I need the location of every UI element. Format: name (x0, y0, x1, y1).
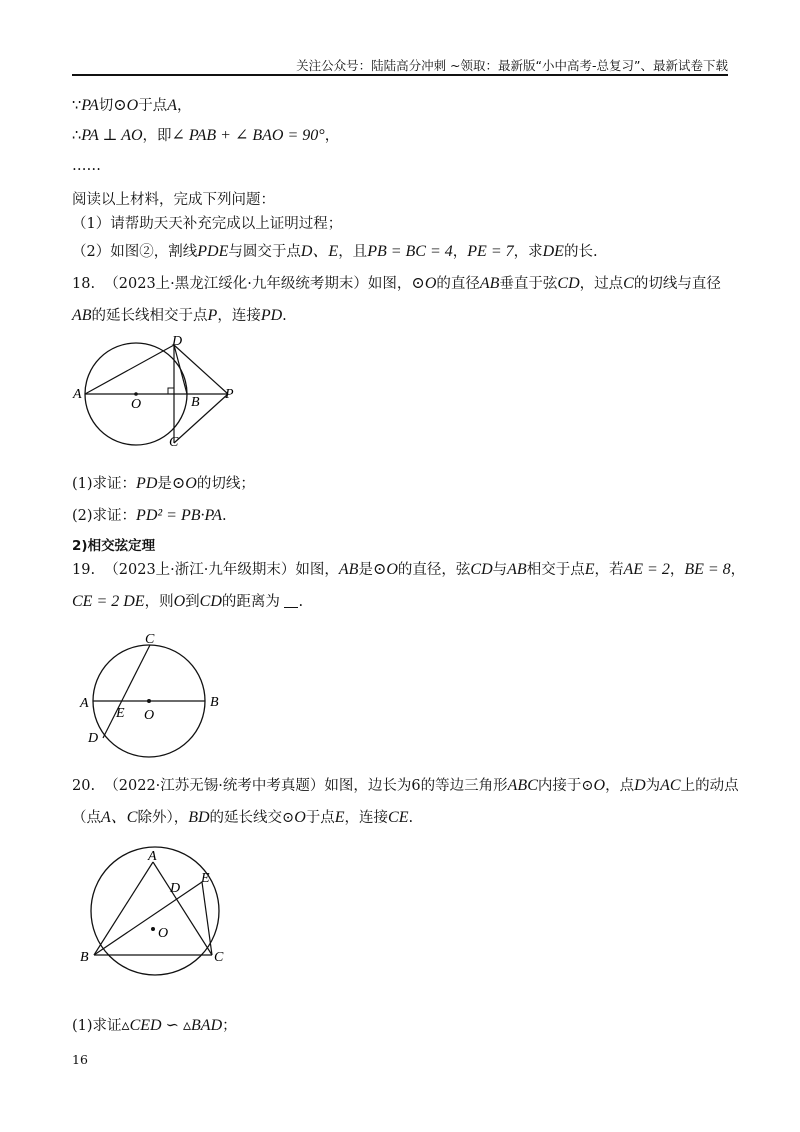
q19-stem-line-2 (72, 592, 303, 612)
text: 如图， (367, 276, 412, 292)
text: (1)求证 (72, 1018, 122, 1034)
answer-blank (284, 593, 298, 608)
math-d: D (634, 777, 646, 794)
math-cd: CD (557, 275, 580, 292)
text: 的切线； (196, 476, 255, 492)
text: 的长. (563, 244, 598, 260)
segment-ce (202, 882, 212, 955)
text: 的延长线交⊙ (209, 810, 295, 826)
math-c: C (623, 275, 634, 292)
text: 的直径，弦 (397, 562, 471, 578)
q18-stem-line-2 (72, 306, 287, 326)
right-angle-mark (168, 388, 174, 394)
label-o: O (131, 397, 142, 412)
math-circle-o: ⊙O (372, 561, 398, 578)
text: ，求 (513, 244, 543, 260)
text: 上的动点 (680, 778, 739, 794)
page-number: 16 (72, 1052, 88, 1067)
page-header: 关注公众号：陆陆高分冲刺 ~领取：最新版“小中高考-总复习”、最新试卷下载 (296, 58, 728, 73)
q18-stem-line-1 (72, 274, 721, 294)
text: 的切线与直径 (633, 276, 721, 292)
text: ，过点 (579, 276, 624, 292)
question-source: （2022·江苏无锡·统考中考真题） (104, 778, 325, 794)
math-ac: AC (660, 777, 681, 794)
text: 与圆交于点 (228, 244, 301, 260)
text: ， (176, 98, 192, 114)
text: 内接于⊙ (537, 778, 594, 794)
center-dot (151, 927, 155, 931)
math-be: BE = 8 (684, 561, 731, 578)
label-c: C (214, 950, 224, 965)
q17-instruction: 阅读以上材料，完成下列问题： (72, 192, 275, 208)
math-ae: AE = 2 (623, 561, 670, 578)
question-number: 19. (72, 562, 96, 578)
proof-line-2 (72, 126, 339, 146)
math-pd-squared: PD² = PB·PA (136, 507, 222, 524)
question-number: 20. (72, 778, 96, 794)
q17-part-2 (72, 242, 598, 262)
text: (2)求证： (72, 508, 137, 524)
math-cd: CD (470, 561, 493, 578)
text: ，若 (594, 562, 624, 578)
math-cd: CD (199, 593, 222, 610)
label-b: B (191, 395, 200, 410)
q17-part-1: （1）请帮助天天补充完成以上证明过程； (72, 216, 343, 232)
text: 垂直于弦 (499, 276, 558, 292)
therefore-symbol: ∴ (72, 128, 82, 144)
label-o: O (144, 708, 155, 723)
math-pa: PA (81, 97, 99, 114)
math-o: O (294, 809, 306, 826)
label-e: E (116, 706, 125, 721)
text: 除外）， (137, 810, 189, 826)
math-e: E (334, 809, 345, 826)
label-e: E (201, 871, 210, 886)
question-source: （2023上·黑龙江绥化·九年级统考期末） (104, 276, 368, 292)
section-title: 2)相交弦定理 (72, 538, 156, 554)
text: ， (324, 128, 340, 144)
header-rule (72, 74, 728, 76)
q20-stem-line-1 (72, 776, 739, 796)
math-a: A (167, 97, 177, 114)
math-pd: PD (260, 307, 283, 324)
math-pe: PE = 7 (467, 243, 514, 260)
proof-ellipsis: …… (72, 158, 101, 174)
text: 到 (185, 594, 200, 610)
text: . (282, 308, 287, 324)
math-ab: AB (479, 275, 500, 292)
text: 于点 (305, 810, 335, 826)
q19-stem-line-1 (72, 560, 745, 580)
math-o: O (173, 593, 186, 610)
q18-sub-1 (72, 474, 255, 494)
math-p: P (207, 307, 218, 324)
text: （点 (72, 810, 101, 826)
math-similar-triangles: ▵CED ∽ ▵BAD (121, 1017, 223, 1034)
text: 切 (98, 98, 114, 114)
q20-sub-1 (72, 1016, 237, 1036)
center-dot (134, 392, 138, 396)
math-de: D、E (300, 243, 339, 260)
text: . (408, 810, 414, 826)
math-ab: AB (507, 561, 527, 578)
math-ab: AB (338, 561, 359, 578)
side-ab (94, 862, 153, 955)
text: （2）如图②，割线 (72, 244, 198, 260)
text: ，则 (144, 594, 174, 610)
figure-18 (70, 334, 250, 454)
because-symbol: ∵ (72, 98, 82, 114)
text: ，且 (338, 244, 368, 260)
label-c: C (169, 435, 179, 450)
label-o: O (158, 926, 169, 941)
math-pd: PD (136, 475, 158, 492)
text: ，点 (605, 778, 635, 794)
line-be (94, 882, 202, 955)
label-a: A (148, 849, 157, 864)
center-dot (147, 699, 151, 703)
math-pb-bc: PB = BC = 4 (367, 243, 453, 260)
question-source: （2023上·浙江·九年级期末） (104, 562, 296, 578)
label-c: C (145, 632, 155, 647)
math-ce-de: CE = 2 DE (72, 593, 145, 610)
text: . (222, 508, 227, 524)
figure-20 (74, 846, 234, 976)
text: 的直径 (436, 276, 480, 292)
math-bd: BD (188, 809, 210, 826)
text: 于点 (138, 98, 168, 114)
label-a: A (80, 696, 89, 711)
math-de-2: DE (542, 243, 564, 260)
q20-stem-line-2 (72, 808, 413, 828)
figure-19 (72, 626, 222, 746)
math-circle-o: ⊙O (171, 475, 197, 492)
text: 如图，边长为6的等边三角形 (324, 778, 508, 794)
text: . (298, 594, 304, 610)
text: ， (669, 562, 685, 578)
label-d: D (172, 334, 183, 349)
question-number: 18. (72, 276, 96, 292)
text: ，连接 (217, 308, 261, 324)
math-angle-sum: ∠ PAB + ∠ BAO = 90° (171, 127, 325, 144)
math-ce: CE (388, 809, 409, 826)
text: (1)求证： (72, 476, 137, 492)
math-ab: AB (72, 307, 92, 324)
text: ，连接 (344, 810, 389, 826)
label-b: B (210, 695, 219, 710)
q18-sub-2 (72, 506, 227, 526)
chord-cd (103, 645, 150, 738)
text: ； (222, 1018, 237, 1034)
text: 为 (645, 778, 661, 794)
math-e: E (584, 561, 595, 578)
math-circle-o: ⊙O (411, 275, 437, 292)
label-d: D (170, 881, 181, 896)
text: 与 (492, 562, 508, 578)
label-b: B (80, 950, 89, 965)
math-abc: ABC (507, 777, 538, 794)
math-pde: PDE (197, 243, 229, 260)
math-a-c: A、C (101, 809, 138, 826)
segment-ad (85, 345, 174, 394)
math-circle-o: ⊙O (113, 97, 139, 114)
text: 相交于点 (526, 562, 585, 578)
label-p: P (225, 387, 234, 402)
text: ， (452, 244, 468, 260)
segment-db (174, 345, 187, 394)
label-a: A (73, 387, 82, 402)
label-d: D (88, 731, 99, 746)
text: 的延长线相交于点 (91, 308, 208, 324)
segment-dp (174, 345, 228, 394)
proof-line-1 (72, 96, 191, 116)
math-o: O (593, 777, 606, 794)
math-perp: PA ⊥ AO (81, 127, 143, 144)
text: 如图， (295, 562, 339, 578)
text: 的距离为 (221, 594, 280, 610)
text: ， (730, 562, 746, 578)
text: ，即 (142, 128, 172, 144)
segment-cp (174, 394, 228, 443)
text: 是 (358, 562, 373, 578)
text: 是 (157, 476, 172, 492)
